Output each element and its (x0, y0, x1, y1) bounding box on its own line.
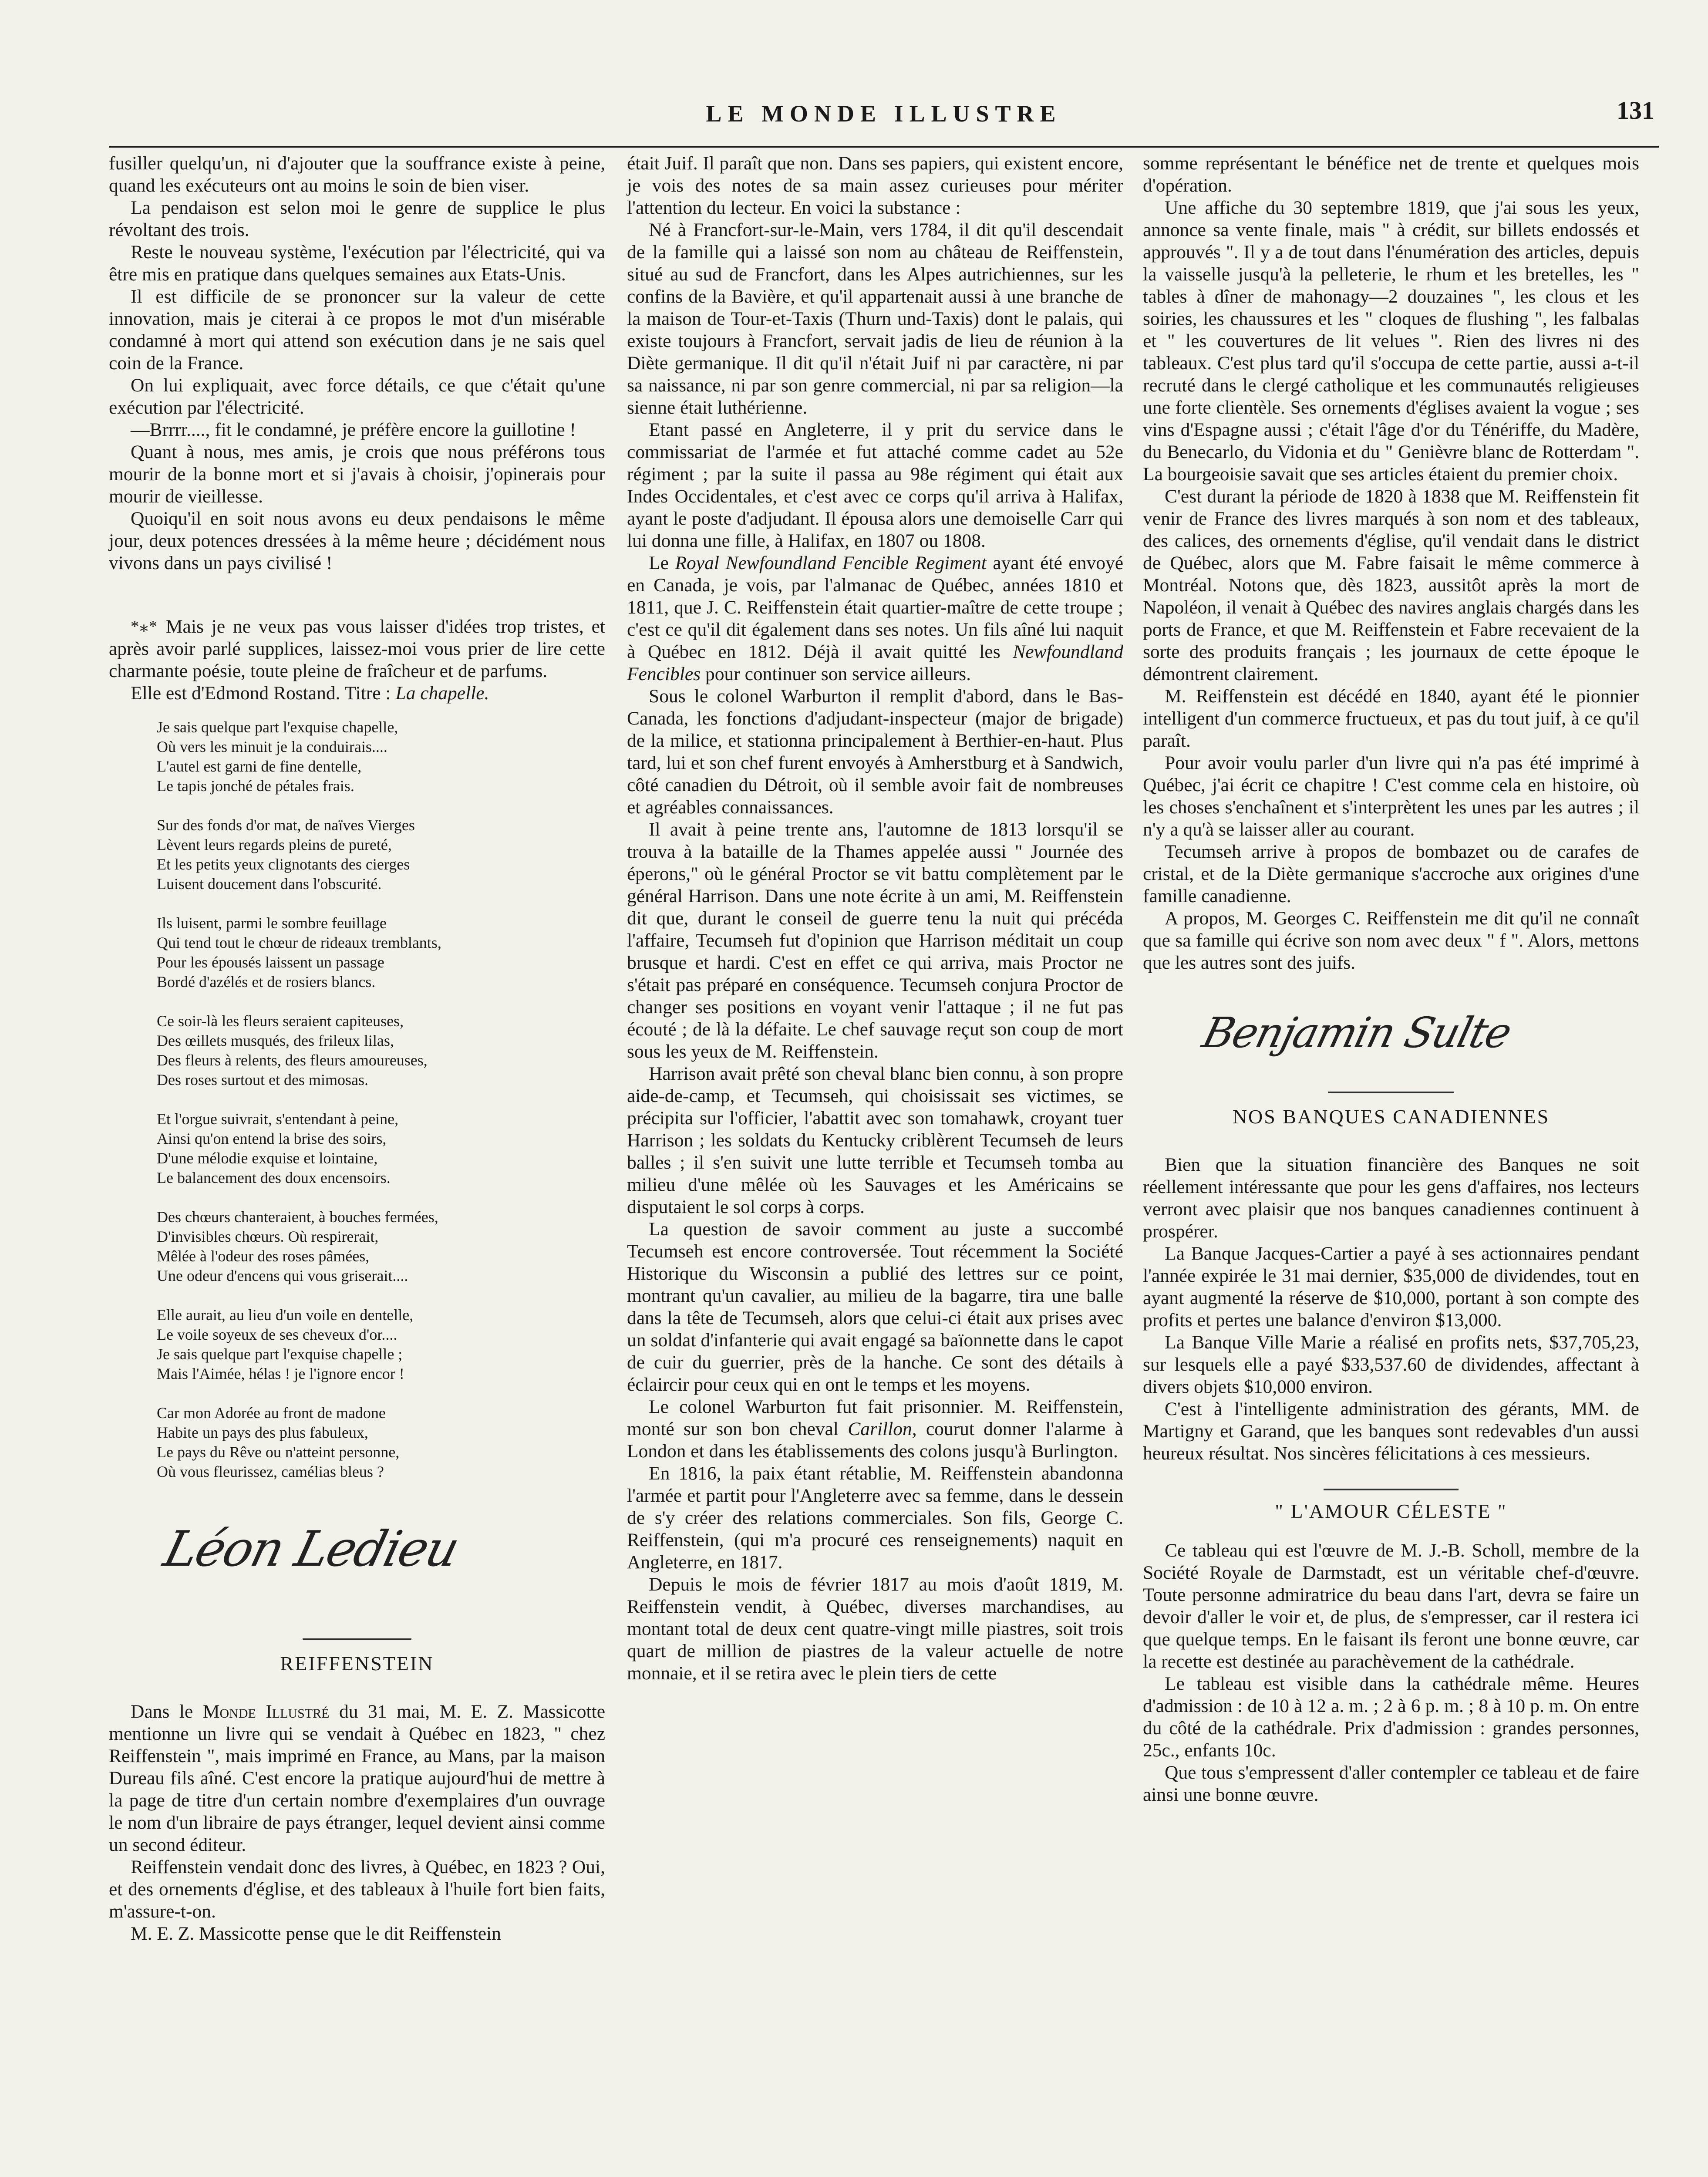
poem-stanza (157, 913, 605, 992)
paragraph: Le tableau est visible dans la cathédrale même. Heures d'admission : de 10 à 12 a. m. ; 2 à 6 p. m. ; 8 à 10 p. m. On entre du côté de la cathédrale. Prix d'admission : grandes personnes, 25c., enfants 10c. (1143, 1673, 1639, 1761)
horse-name: Carillon, (848, 1419, 917, 1439)
poem-stanza (157, 718, 605, 796)
paragraph: Quoiqu'il en soit nous avons eu deux pendaisons le même jour, deux potences dressées à la même heure ; décidément nous vivons dans un pays civilisé ! (109, 508, 605, 573)
paragraph: A propos, M. Georges C. Reiffenstein me dit qu'il ne connaît que sa famille qui écrive son nom avec deux " f ". Alors, mettons que les autres sont des juifs. (1143, 908, 1639, 973)
poem-title: La chapelle. (395, 683, 489, 704)
paragraph: était Juif. Il paraît que non. Dans ses papiers, qui existent encore, je vois des notes de sa main assez curieuses pour mériter l'attention du lecteur. En voici la substance : (627, 153, 1123, 218)
transition-paragraph (109, 616, 605, 682)
paragraph: M. Reiffenstein est décédé en 1840, ayant été le pionnier intelligent d'un commerce fructueux, et pas du tout juif, à ce qu'il paraît. (1143, 686, 1639, 751)
column-1 (109, 152, 605, 1945)
paragraph: La question de savoir comment au juste a succombé Tecumseh est encore controversée. Tout récemment la Société Historique du Wisconsin a publié des lettres sur ce point, montrant qu'un cavalier, au milieu de la bagarre, tira une balle dans la tête de Tecumseh, alors que celui-ci était aux prises avec un soldat d'infanterie qui avait engagé sa baïonnette dans le capot de cuir du guerrier, près de la hanche. Ce sont des détails à éclaircir pour ceux qui en ont le temps et les moyens. (627, 1219, 1123, 1395)
poem-line: Sur des fonds d'or mat, de naïves Vierges (157, 816, 415, 834)
text-span: Le (649, 553, 669, 573)
paragraph: Il est difficile de se prononcer sur la valeur de cette innovation, mais je citerai à ce propos le mot d'un misérable condamné à mort qui attend son exécution dans je ne sais quel coin de la France. (109, 286, 605, 374)
section-title-amour-celeste: " L'AMOUR CÉLESTE " (1275, 1500, 1507, 1522)
paragraph: Reiffenstein vendait donc des livres, à Québec, en 1823 ? Oui, et des ornements d'église, et des tableaux à l'huile fort bien faits, m'assure-t-on. (109, 1857, 605, 1922)
paragraph: Depuis le mois de février 1817 au mois d'août 1819, M. Reiffenstein vendit, à Québec, diverses marchandises, au montant total de deux cent quatre-vingt mille piastres, soit trois quart de million de piastres de la valeur actuelle de notre monnaie, et il se retira avec le plein tiers de cette (627, 1574, 1123, 1684)
header-rule (109, 146, 1659, 148)
section-rule (303, 1638, 411, 1640)
paragraph: La pendaison est selon moi le genre de supplice le plus révoltant des trois. (109, 197, 605, 240)
regiment-short-name: Newfoundland Fencibles (627, 641, 1124, 684)
poem-line: Luisent doucement dans l'obscurité. (157, 875, 382, 893)
poem-stanza (157, 1207, 605, 1286)
paragraph: Pour avoir voulu parler d'un livre qui n'a pas été imprimé à Québec, j'ai écrit ce chapitre ! C'est comme cela en histoire, où les choses s'enchaînent et s'interprètent les unes par les autres ; il n'y a qu'à se laisser aller au courant. (1143, 752, 1639, 840)
paragraph: fusiller quelqu'un, ni d'ajouter que la souffrance existe à peine, quand les exécuteurs ont au moins le soin de bien viser. (109, 153, 605, 196)
paragraph: C'est à l'intelligente administration des gérants, MM. de Martigny et Garand, que les banques sont redevables d'un aussi heureux résultat. Nos sincères félicitations à ces messieurs. (1143, 1399, 1639, 1464)
article-title-reiffenstein: REIFFENSTEIN (280, 1652, 434, 1675)
paragraph: La Banque Jacques-Cartier a payé à ses actionnaires pendant l'année expirée le 31 mai dernier, $35,000 de dividendes, tout en ayant augmenté la réserve de $10,000, portant à son compte des profits et pertes une balance d'environ $13,000. (1143, 1243, 1639, 1331)
paragraph: Sous le colonel Warburton il remplit d'abord, dans le Bas-Canada, les fonctions d'adjudant-inspecteur (major de brigade) de la milice, et stationna principalement à Berthier-en-haut. Plus tard, lui et son chef furent envoyés à Amherstburg et à Sandwich, côté canadien du Détroit, où il semble avoir fait de nombreuses et agréables connaissances. (627, 686, 1123, 818)
poem-line: Des fleurs à relents, des fleurs amoureuses, (157, 1051, 428, 1069)
poem-line: Car mon Adorée au front de madone (157, 1404, 386, 1422)
poem-line: Des roses surtout et des mimosas. (157, 1071, 368, 1088)
column-3 (1143, 152, 1639, 1806)
paragraph: Harrison avait prêté son cheval blanc bien connu, à son propre aide-de-camp, et Tecumseh, qui choisissait ses victimes, se précipita sur l'officier, l'abattit avec son tomahawk, croyant tuer Harrison ; les soldats du Kentucky criblèrent Tecumseh de leurs balles ; il s'en suivit une lutte terrible et Tecumseh tomba au milieu d'une mêlée où les Sauvages et les Américains se disputaient le sol corps à corps. (627, 1063, 1123, 1217)
poem-line: D'invisibles chœurs. Où respirerait, (157, 1228, 379, 1245)
poem-line: Le tapis jonché de pétales frais. (157, 777, 354, 795)
poem-line: Qui tend tout le chœur de rideaux tremblants, (157, 934, 441, 951)
poem-line: Des œillets musqués, des frileux lilas, (157, 1032, 394, 1049)
text-span: Le colonel Warburton fut fait prisonnier. M. Reiffenstein, monté sur son bon cheval (627, 1396, 1123, 1439)
lead-before: Dans le (131, 1701, 193, 1722)
poem (157, 718, 605, 1482)
poem-line: Bordé d'azélés et de rosiers blancs. (157, 973, 376, 991)
poem-line: Et les petits yeux clignotants des cierges (157, 856, 410, 873)
paragraph: —Brrrr...., fit le condamné, je préfère encore la guillotine ! (131, 419, 576, 440)
journal-title: LE MONDE ILLUSTRE (706, 101, 1062, 127)
paragraph: Une affiche du 30 septembre 1819, que j'ai sous les yeux, annonce sa vente finale, mais " à crédit, sur billets endossés et approuvés ". Il y a de tout dans l'énumération des articles, depuis la vaisselle jusqu'à la pelleterie, le rhum et les bretelles, les " tables à dîner de mahonagy—2 douzaines ", les clous et les soiries, les chaussures et les " cloques de flushing ", les falbalas et " les couvertures de lit velues ". Rien des livres ni des tableaux. C'est plus tard qu'il s'occupa de cette partie, aussi a-t-il recruté dans le clergé catholique et les communautés religieuses une forte clientèle. Ses ornements d'églises avaient la vogue ; ses vins d'Espagne aussi ; c'était l'âge d'or du Ténériffe, du Madère, du Benecarlo, du Vidonia et du " Genièvre blanc de Rotterdam ". La bourgeoisie savait que ses articles étaient du premier choix. (1143, 197, 1639, 485)
poem-stanza (157, 1305, 605, 1384)
transition-text: Mais je ne veux pas vous laisser d'idées trop tristes, et après avoir parlé supplices, laissez-moi vous prier de lire cette charmante poésie, toute pleine de fraîcheur et de parfums. (109, 616, 606, 681)
paragraph: Reste le nouveau système, l'exécution par l'électricité, qui va être mis en pratique dans quelques semaines aux Etats-Unis. (109, 242, 605, 285)
text-span: courut donner l'alarme à London et dans les établissements des colons jusqu'à Burlington. (627, 1419, 1123, 1462)
section-rule (1324, 1489, 1459, 1490)
paragraph: Né à Francfort-sur-le-Main, vers 1784, il dit qu'il descendait de la famille qui a laissé son nom au château de Reiffenstein, situé au sud de Francfort, dans les Alpes autrichiennes, sur les confins de la Bavière, et qu'il appartenait aussi à une branche de la maison de Tour-et-Taxis (Thurn und-Taxis) dont le palais, qui existe toujours à Francfort, servait jadis de lieu de réunion à la Diète germanique. Il dit qu'il n'était Juif ni par caractère, ni par sa naissance, ni par son genre commercial, ni par sa religion—la sienne était luthérienne. (627, 219, 1123, 418)
paragraph: Bien que la situation financière des Banques ne soit réellement intéressante que pour les gens d'affaires, nos lecteurs verront avec plaisir que nos banques canadiennes continuent à prospérer. (1143, 1154, 1639, 1242)
paragraph: Que tous s'empressent d'aller contempler ce tableau et de faire ainsi une bonne œuvre. (1143, 1762, 1639, 1805)
poem-line: Et l'orgue suivrait, s'entendant à peine, (157, 1110, 399, 1128)
section-title-banques: NOS BANQUES CANADIENNES (1232, 1105, 1550, 1128)
poem-line: Ce soir-là les fleurs seraient capiteuses, (157, 1012, 404, 1030)
poem-stanza (157, 1403, 605, 1482)
poem-line: Pour les épousés laissent un passage (157, 954, 384, 971)
poem-line: Mêlée à l'odeur des roses pâmées, (157, 1247, 370, 1265)
poem-stanza (157, 1109, 605, 1188)
poem-line: Le voile soyeux de ses cheveux d'or.... (157, 1326, 398, 1343)
paragraph: Ce tableau qui est l'œuvre de M. J.-B. Scholl, membre de la Société Royale de Darmstadt, est un véritable chef-d'œuvre. Toute personne admiratrice du beau dans l'art, devra se faire un devoir d'aller le voir et, de plus, de s'empresser, car il restera ici que quelque temps. En le faisant ils feront une bonne œuvre, car la recette est destinée au parachèvement de la cathédrale. (1143, 1540, 1639, 1672)
poem-intro (109, 682, 605, 704)
poem-stanza (157, 1011, 605, 1090)
poem-line: Une odeur d'encens qui vous griserait.... (157, 1267, 408, 1284)
poem-line: Où vers les minuit je la conduirais.... (157, 738, 387, 755)
poem-line: Le balancement des doux encensoirs. (157, 1169, 391, 1186)
journal-mention: Monde Illustré (202, 1701, 330, 1722)
poem-intro-text: Elle est d'Edmond Rostand. Titre : (131, 683, 391, 704)
poem-line: Habite un pays des plus fabuleux, (157, 1424, 368, 1441)
text-span: ayant été envoyé en Canada, je vois, par l'almanac de Québec, années 1810 et 1811, que J. C. Reiffenstein était quartier-maître de cette troupe ; c'est ce qu'il dit également dans ses notes. Un fils aîné lui naquit à Québec en 1812. Déjà il avait quitté les (627, 553, 1123, 662)
section-rule (1328, 1092, 1454, 1093)
regiment-name: Royal Newfoundland Fencible Regiment (675, 553, 987, 573)
poem-line: Des chœurs chanteraient, à bouches fermées, (157, 1208, 438, 1226)
paragraph: C'est durant la période de 1820 à 1838 que M. Reiffenstein fit venir de France des livres marqués à son nom et des tableaux, des calices, des ornements d'église, qu'il vendait dans le district de Québec, alors que M. Fabre faisait le même commerce à Montréal. Notons que, dès 1823, aussitôt après la mort de Napoléon, il venait à Québec des navires anglais chargés dans les ports de France, et que M. Reiffenstein et Fabre recevaient de la sorte des produits français ; les journaux de cette époque le démontrent clairement. (1143, 486, 1639, 684)
poem-stanza (157, 816, 605, 894)
page-header (109, 96, 1659, 148)
paragraph: M. E. Z. Massicotte pense que le dit Reiffenstein (131, 1923, 501, 1944)
poem-line: Je sais quelque part l'exquise chapelle, (157, 718, 398, 736)
lead-after: du 31 mai, M. E. Z. Massicotte mentionne un livre qui se vendait à Québec en 1823, " chez Reiffenstein ", mais imprimé en France, au Mans, par la maison Dureau fils aîné. C'est encore la pratique aujourd'hui de mettre à la page de titre d'un certain nombre d'exemplaires d'un ouvrage le nom d'un libraire de pays étranger, lequel devient ainsi comme un second éditeur. (109, 1701, 606, 1855)
poem-line: Ainsi qu'on entend la brise des soirs, (157, 1130, 387, 1147)
signature-sulte: Benjamin Sulte (1198, 1008, 1516, 1057)
poem-line: L'autel est garni de fine dentelle, (157, 758, 362, 775)
poem-line: Où vous fleurissez, camélias bleus ? (157, 1463, 384, 1480)
paragraph: On lui expliquait, avec force détails, ce que c'était qu'une exécution par l'électricité. (109, 375, 605, 418)
paragraph: Quant à nous, mes amis, je crois que nous préférons tous mourir de la bonne mort et si j'avais à choisir, j'opinerais pour mourir de vieillesse. (109, 441, 605, 507)
paragraph: somme représentant le bénéfice net de trente et quelques mois d'opération. (1143, 153, 1639, 196)
article-lead (109, 1701, 605, 1856)
paragraph-carillon (627, 1396, 1123, 1463)
poem-line: Je sais quelque part l'exquise chapelle ; (157, 1345, 403, 1363)
poem-line: Mais l'Aimée, hélas ! je l'ignore encor ! (157, 1365, 404, 1382)
page-number: 131 (1617, 96, 1654, 125)
paragraph: Il avait à peine trente ans, l'automne de 1813 lorsqu'il se trouva à la bataille de la Thames appelée aussi " Journée des éperons," où le général Proctor se vit battu complètement par le général Harrison. Dans une note écrite à un ami, M. Reiffenstein dit que, durant le conseil de guerre tenu la nuit qui précéda l'affaire, Tecumseh fut d'opinion que Harrison méditait un coup brusque et hardi. C'est en effet ce qui arriva, mais Proctor ne s'était pas préparé en conséquence. Tecumseh conjura Proctor de changer ses positions en voyant venir l'attaque ; il ne fut pas écouté ; de là la défaite. Le chef sauvage reçut son coup de mort sous les yeux de M. Reiffenstein. (627, 819, 1123, 1062)
paragraph: La Banque Ville Marie a réalisé en profits nets, $37,705,23, sur lesquels elle a payé $33,537.60 de dividendes, affectant à divers objets $10,000 environ. (1143, 1332, 1639, 1397)
signature-ledien: Léon Ledieu (158, 1521, 464, 1577)
stars-ornament: *⁎* (131, 617, 158, 636)
column-2 (627, 152, 1123, 1685)
poem-line: D'une mélodie exquise et lointaine, (157, 1149, 378, 1167)
text-span: pour continuer son service ailleurs. (705, 664, 971, 684)
poem-line: Elle aurait, au lieu d'un voile en dentelle, (157, 1306, 414, 1324)
paragraph: Etant passé en Angleterre, il y prit du service dans le commissariat de l'armée et fut attaché comme cadet au 52e régiment ; par la suite il passa au 98e régiment qui était aux Indes Occidentales, et c'est avec ce corps qu'il arriva à Halifax, ayant le poste d'adjudant. Il épousa alors une demoiselle Carr qui lui donna une fille, à Halifax, en 1807 ou 1808. (627, 419, 1123, 551)
poem-line: Ils luisent, parmi le sombre feuillage (157, 914, 387, 932)
paragraph-fencible (627, 552, 1123, 685)
poem-line: Le pays du Rêve ou n'atteint personne, (157, 1443, 400, 1461)
paragraph: En 1816, la paix étant rétablie, M. Reiffenstein abandonna l'armée et partit pour l'Angleterre avec sa femme, dans le dessein de s'y créer des relations commerciales. Son fils, George C. Reiffenstein, (qui m'a procuré ces renseignements) naquit en Angleterre, en 1817. (627, 1463, 1123, 1573)
poem-line: Lèvent leurs regards pleins de pureté, (157, 836, 392, 853)
paragraph: Tecumseh arrive à propos de bombazet ou de carafes de cristal, et de la Diète germanique s'accroche aux origines d'une famille canadienne. (1143, 841, 1639, 907)
